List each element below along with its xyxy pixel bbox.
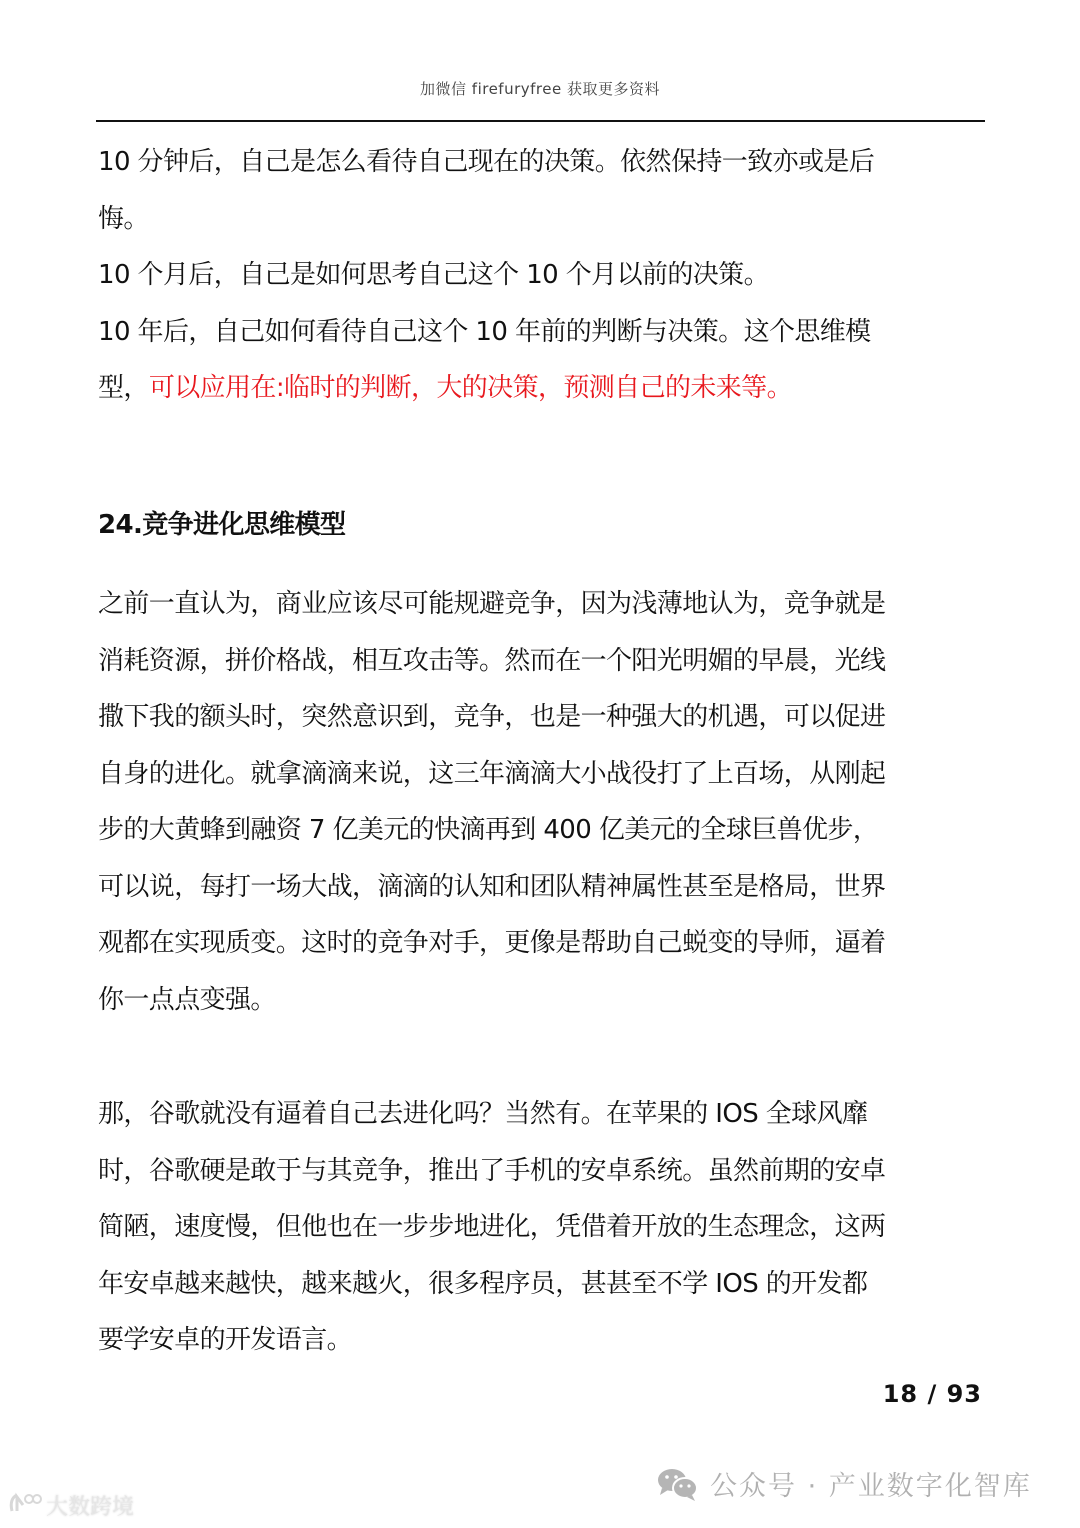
page-header-text: 加微信 firefuryfree 获取更多资料 — [420, 80, 660, 98]
paragraph-line: 你一点点变强。 — [98, 984, 276, 1015]
paragraph-1 — [98, 576, 984, 1028]
paragraph-line: 时，谷歌硬是敢于与其竞争，推出了手机的安卓系统。虽然前期的安卓 — [98, 1155, 886, 1186]
paragraph-line: 消耗资源，拼价格战，相互攻击等。然而在一个阳光明媚的早晨，光线 — [98, 645, 886, 676]
intro-line: 10 个月后，自己是如何思考自己这个 10 个月以前的决策。 — [98, 260, 769, 290]
header-divider — [96, 120, 985, 122]
paragraph-line: 可以说，每打一场大战，滴滴的认知和团队精神属性甚至是格局，世界 — [98, 871, 886, 902]
paragraph-line: 之前一直认为，商业应该尽可能规避竞争，因为浅薄地认为，竞争就是 — [98, 589, 886, 619]
wechat-watermark — [656, 1464, 1032, 1503]
wechat-account-label: 公众号 · 产业数字化智库 — [710, 1471, 1032, 1502]
paragraph-line: 撒下我的额头时，突然意识到，竞争，也是一种强大的机遇，可以促进 — [98, 702, 886, 732]
corner-watermark-label: 大数跨境 — [46, 1495, 135, 1520]
paragraph-line: 自身的进化。就拿滴滴来说，这三年滴滴大小战役打了上百场，从刚起 — [98, 758, 886, 789]
intro-last-prefix: 型， — [98, 373, 149, 403]
paragraph-2 — [98, 1086, 984, 1369]
intro-line: 悔。 — [98, 203, 149, 234]
intro-block — [98, 134, 984, 417]
intro-line: 10 年后，自己如何看待自己这个 10 年前的判断与决策。这个思维模 — [98, 316, 871, 347]
wechat-icon — [656, 1466, 700, 1502]
section-heading: 24.竞争进化思维模型 — [98, 510, 346, 540]
paragraph-line: 要学安卓的开发语言。 — [98, 1325, 353, 1355]
corner-watermark — [8, 1490, 134, 1521]
highlighted-text: 可以应用在:临时的判断，大的决策，预测自己的未来等。 — [148, 373, 792, 403]
paragraph-line: 简陋，速度慢，但他也在一步步地进化，凭借着开放的生态理念，这两 — [98, 1212, 886, 1242]
intro-line: 10 分钟后，自己是怎么看待自己现在的决策。依然保持一致亦或是后 — [98, 147, 875, 177]
paragraph-line: 年安卓越来越快，越来越火，很多程序员，甚甚至不学 IOS 的开发都 — [98, 1268, 868, 1299]
paragraph-line: 观都在实现质变。这时的竞争对手，更像是帮助自己蜕变的导师，逼着 — [98, 928, 886, 958]
intro-line-last — [98, 360, 984, 417]
page-number: 18 / 93 — [882, 1380, 982, 1408]
brand-logo-icon — [8, 1491, 42, 1521]
paragraph-line: 那，谷歌就没有逼着自己去进化吗？当然有。在苹果的 IOS 全球风靡 — [98, 1099, 868, 1129]
paragraph-line: 步的大黄蜂到融资 7 亿美元的快滴再到 400 亿美元的全球巨兽优步， — [98, 815, 879, 845]
